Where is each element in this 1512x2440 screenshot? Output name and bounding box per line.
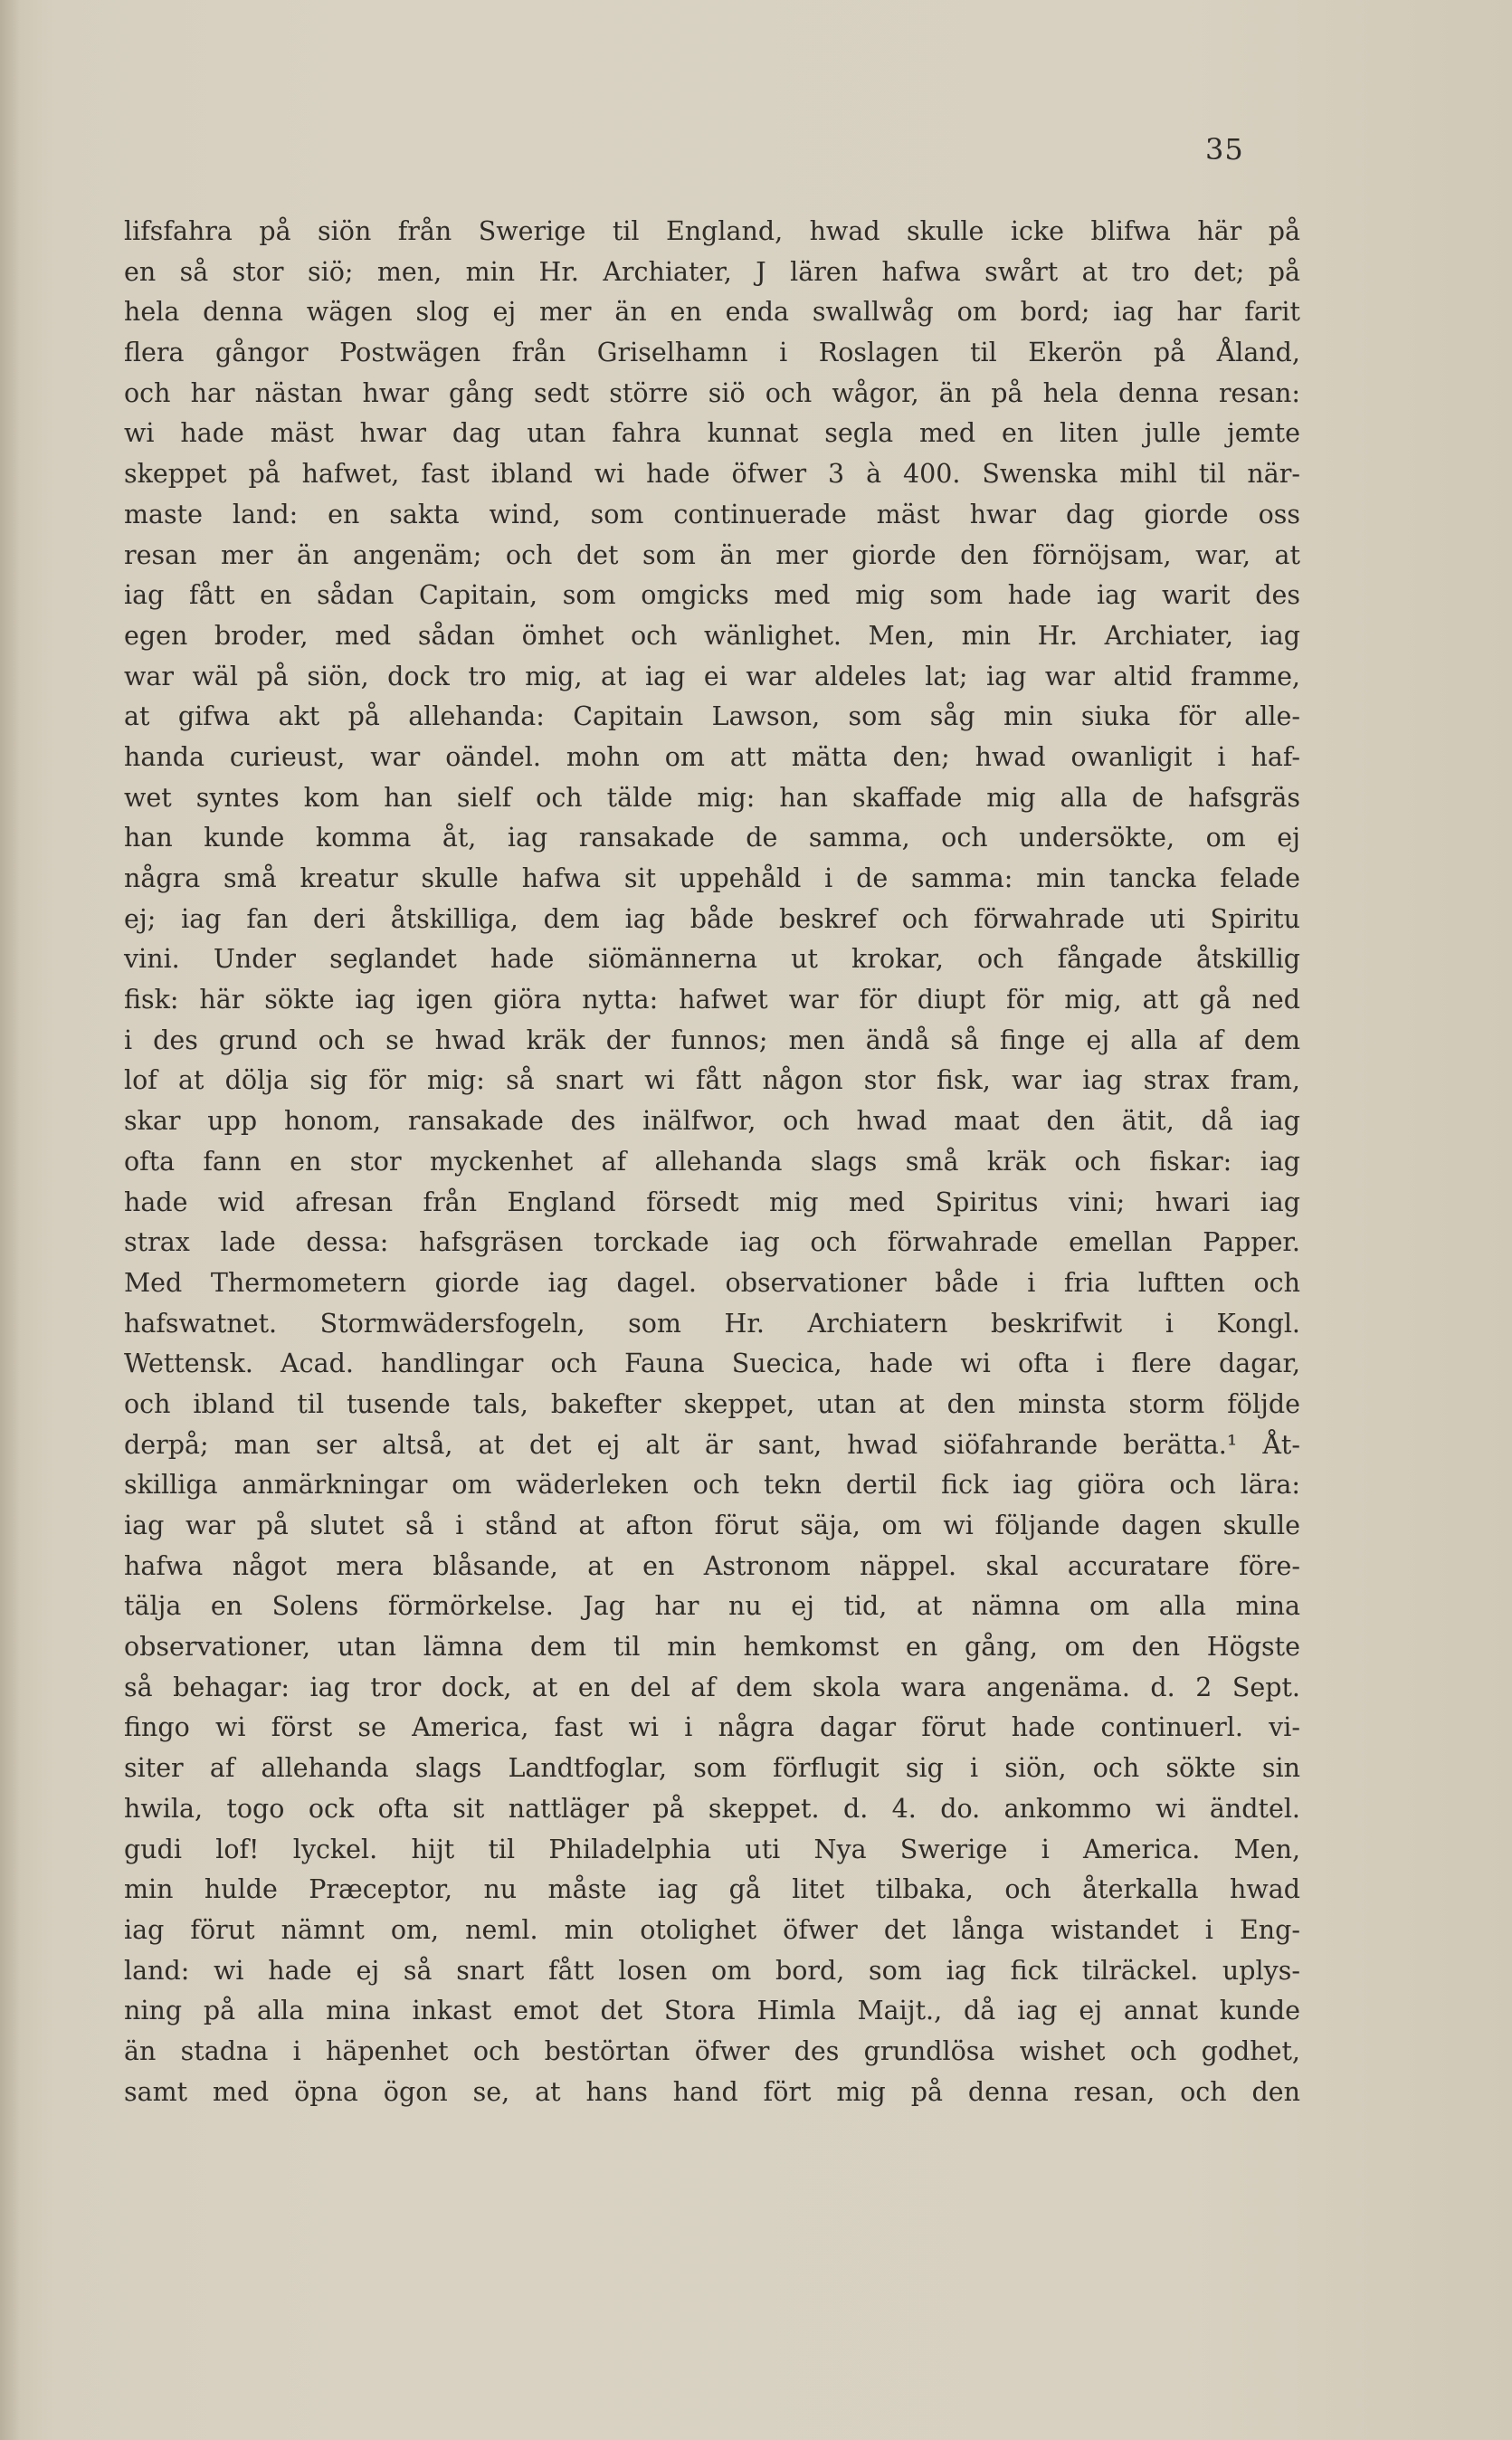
text-line: hade wid afresan från England försedt mig med Spiritus vini; hwari iag bbox=[124, 1187, 1300, 1217]
text-line: war wäl på siön, dock tro mig, at iag ei war aldeles lat; iag war altid framme, bbox=[124, 661, 1300, 691]
text-line: och ibland til tusende tals, bakefter skeppet, utan at den minsta storm följde bbox=[124, 1388, 1300, 1419]
text-line: ofta fann en stor myckenhet af allehanda slags små kräk och fiskar: iag bbox=[124, 1146, 1300, 1177]
text-line: vini. Under seglandet hade siömännerna ut krokar, och fångade åtskillig bbox=[124, 944, 1300, 975]
text-line: skar upp honom, ransakade des inälfwor, och hwad maat den ätit, då iag bbox=[124, 1106, 1300, 1137]
text-line: flera gångor Postwägen från Griselhamn i Roslagen til Ekerön på Åland, bbox=[124, 338, 1300, 368]
text-line: min hulde Præceptor, nu måste iag gå litet tilbaka, och återkalla hwad bbox=[124, 1874, 1300, 1905]
text-line: och har nästan hwar gång sedt större siö och wågor, än på hela denna resan: bbox=[124, 377, 1300, 408]
text-line: handa curieust, war oändel. mohn om att mätta den; hwad owanligit i haf- bbox=[124, 741, 1300, 772]
text-line: han kunde komma åt, iag ransakade de samma, och undersökte, om ej bbox=[124, 823, 1300, 853]
text-line: fingo wi först se America, fast wi i några dagar förut hade continuerl. vi- bbox=[124, 1712, 1300, 1743]
text-line: hafswatnet. Stormwädersfogeln, som Hr. Archiatern beskrifwit i Kongl. bbox=[124, 1308, 1300, 1339]
text-line: en så stor siö; men, min Hr. Archiater, J lären hafwa swårt at tro det; på bbox=[124, 256, 1300, 287]
text-line: samt med öpna ögon se, at hans hand fört mig på denna resan, och den bbox=[124, 2076, 1300, 2107]
text-line: egen broder, med sådan ömhet och wänlighet. Men, min Hr. Archiater, iag bbox=[124, 620, 1300, 651]
text-line: derpå; man ser altså, at det ej alt är sant, hwad siöfahrande berätta.¹ Åt- bbox=[124, 1429, 1300, 1460]
text-line: at gifwa akt på allehanda: Capitain Lawson, som såg min siuka för alle- bbox=[124, 701, 1300, 732]
text-line: i des grund och se hwad kräk der funnos; men ändå så finge ej alla af dem bbox=[124, 1025, 1300, 1055]
body-text bbox=[124, 212, 1300, 2112]
text-line: lof at dölja sig för mig: så snart wi fått någon stor fisk, war iag strax fram, bbox=[124, 1065, 1300, 1096]
binding-shadow bbox=[0, 0, 20, 2440]
text-line: Wettensk. Acad. handlingar och Fauna Suecica, hade wi ofta i flere dagar, bbox=[124, 1349, 1300, 1379]
text-line: observationer, utan lämna dem til min hemkomst en gång, om den Högste bbox=[124, 1632, 1300, 1663]
text-line: wi hade mäst hwar dag utan fahra kunnat segla med en liten julle jemte bbox=[124, 418, 1300, 449]
text-line: iag war på slutet så i stånd at afton förut säja, om wi följande dagen skulle bbox=[124, 1511, 1300, 1540]
text-line: hwila, togo ock ofta sit nattläger på skeppet. d. 4. do. ankommo wi ändtel. bbox=[124, 1793, 1300, 1824]
text-line: några små kreatur skulle hafwa sit uppehåld i de samma: min tancka felade bbox=[124, 863, 1300, 893]
text-line: iag förut nämnt om, neml. min otolighet öfwer det långa wistandet i Eng- bbox=[124, 1914, 1300, 1945]
text-line: land: wi hade ej så snart fått losen om bord, som iag fick tilräckel. uplys- bbox=[124, 1955, 1300, 1986]
text-line: så behagar: iag tror dock, at en del af dem skola wara angenäma. d. 2 Sept. bbox=[124, 1672, 1300, 1702]
text-line: lifsfahra på siön från Swerige til England, hwad skulle icke blifwa här på bbox=[124, 216, 1300, 246]
text-line: Med Thermometern giorde iag dagel. observationer både i fria luftten och bbox=[124, 1267, 1300, 1298]
text-line: än stadna i häpenhet och bestörtan öfwer des grundlösa wishet och godhet, bbox=[124, 2035, 1300, 2066]
page-number: 35 bbox=[1205, 132, 1244, 167]
text-line: ej; iag fan deri åtskilliga, dem iag både beskref och förwahrade uti Spiritu bbox=[124, 903, 1300, 934]
text-line: skeppet på hafwet, fast ibland wi hade öfwer 3 à 400. Swenska mihl til när- bbox=[124, 459, 1300, 490]
text-line: siter af allehanda slags Landtfoglar, som förflugit sig i siön, och sökte sin bbox=[124, 1753, 1300, 1784]
text-line: resan mer än angenäm; och det som än mer giorde den förnöjsam, war, at bbox=[124, 539, 1300, 570]
text-line: tälja en Solens förmörkelse. Jag har nu ej tid, at nämna om alla mina bbox=[124, 1591, 1300, 1622]
text-line: fisk: här sökte iag igen giöra nytta: hafwet war för diupt för mig, att gå ned bbox=[124, 985, 1300, 1015]
text-line: iag fått en sådan Capitain, som omgicks med mig som hade iag warit des bbox=[124, 580, 1300, 611]
text-line: wet syntes kom han sielf och tälde mig: han skaffade mig alla de hafsgräs bbox=[124, 782, 1300, 813]
text-line: skilliga anmärkningar om wäderleken och tekn dertil fick iag giöra och lära: bbox=[124, 1470, 1300, 1501]
text-line: hela denna wägen slog ej mer än en enda swallwåg om bord; iag har farit bbox=[124, 297, 1300, 328]
text-line: gudi lof! lyckel. hijt til Philadelphia uti Nya Swerige i America. Men, bbox=[124, 1834, 1300, 1864]
text-line: hafwa något mera blåsande, at en Astronom näppel. skal accuratare före- bbox=[124, 1550, 1300, 1581]
text-line: strax lade dessa: hafsgräsen torckade iag och förwahrade emellan Papper. bbox=[124, 1227, 1300, 1258]
text-line: ning på alla mina inkast emot det Stora Himla Maijt., då iag ej annat kunde bbox=[124, 1996, 1300, 2026]
text-line: maste land: en sakta wind, som continuerade mäst hwar dag giorde oss bbox=[124, 499, 1300, 529]
